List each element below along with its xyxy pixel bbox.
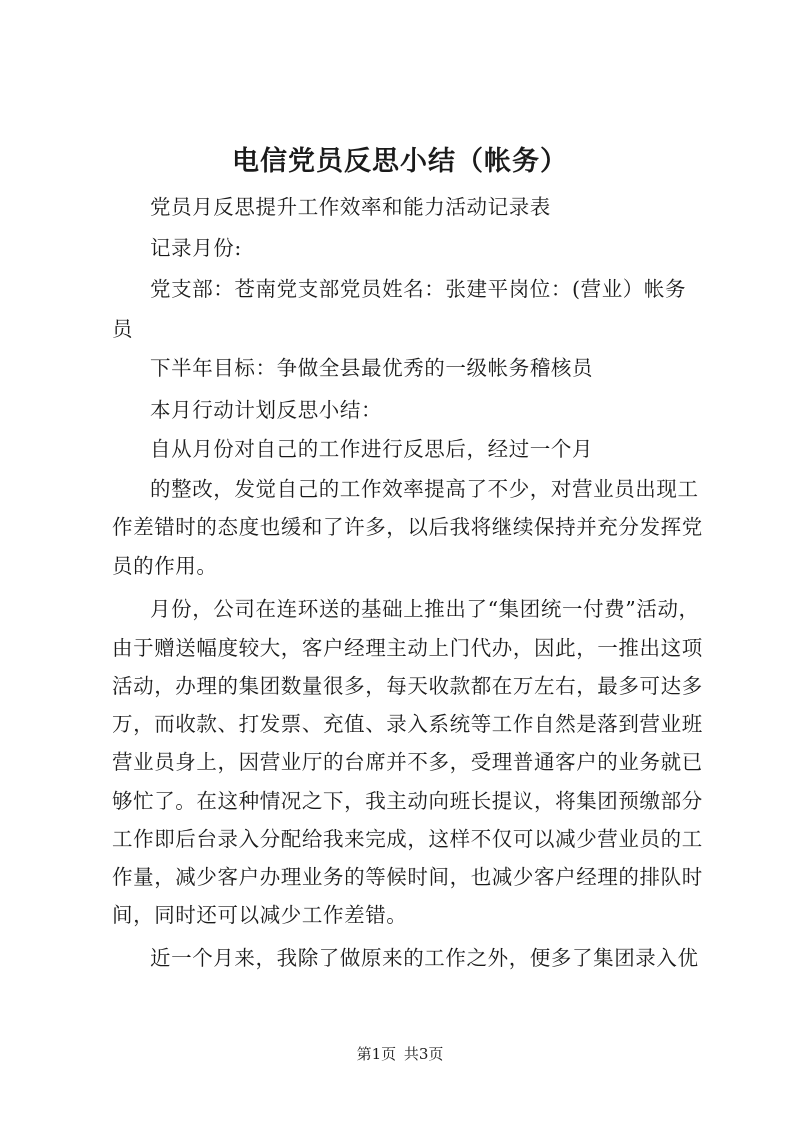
record-month-line: 记录月份: (150, 236, 242, 260)
paragraph-line: 作差错时的态度也缓和了许多，以后我将继续保持并充分发挥党 (112, 515, 703, 539)
paragraph-line: 自从月份对自己的工作进行反思后，经过一个月 (150, 437, 594, 461)
paragraph-line: 作量，减少客户办理业务的等候时间，也减少客户经理的排队时 (112, 865, 703, 889)
paragraph-line: 由于赠送幅度较大，客户经理主动上门代办，因此，一推出这项 (112, 636, 703, 660)
branch-info-line-cont: 员 (112, 317, 134, 341)
form-title-line: 党员月反思提升工作效率和能力活动记录表 (150, 195, 551, 219)
paragraph-line: 员的作用。 (112, 554, 218, 578)
paragraph-line: 营业员身上，因营业厅的台席并不多，受理普通客户的业务就已 (112, 750, 703, 774)
paragraph-line: 万，而收款、打发票、充值、录入系统等工作自然是落到营业班 (112, 712, 703, 736)
paragraph-line: 的整改，发觉自己的工作效率提高了不少，对营业员出现工 (150, 477, 699, 501)
paragraph-line: 月份，公司在连环送的基础上推出了“集团统一付费”活动， (150, 597, 700, 621)
plan-heading-line: 本月行动计划反思小结： (150, 398, 383, 422)
paragraph-line: 间，同时还可以减少工作差错。 (112, 903, 408, 927)
branch-info-line: 党支部：苍南党支部党员姓名：张建平岗位：(营业）帐务 (150, 277, 687, 301)
paragraph-line: 工作即后台录入分配给我来完成，这样不仅可以减少营业员的工 (112, 827, 703, 851)
paragraph-line: 活动，办理的集团数量很多，每天收款都在万左右，最多可达多 (112, 674, 703, 698)
document-title: 电信党员反思小结（帐务） (232, 146, 568, 177)
page-number-footer: 第1页 共3页 (356, 1045, 444, 1063)
goal-line: 下半年目标：争做全县最优秀的一级帐务稽核员 (150, 356, 594, 380)
paragraph-line: 近一个月来，我除了做原来的工作之外，便多了集团录入优 (150, 946, 699, 970)
paragraph-line: 够忙了。在这种情况之下，我主动向班长提议，将集团预缴部分 (112, 789, 703, 813)
